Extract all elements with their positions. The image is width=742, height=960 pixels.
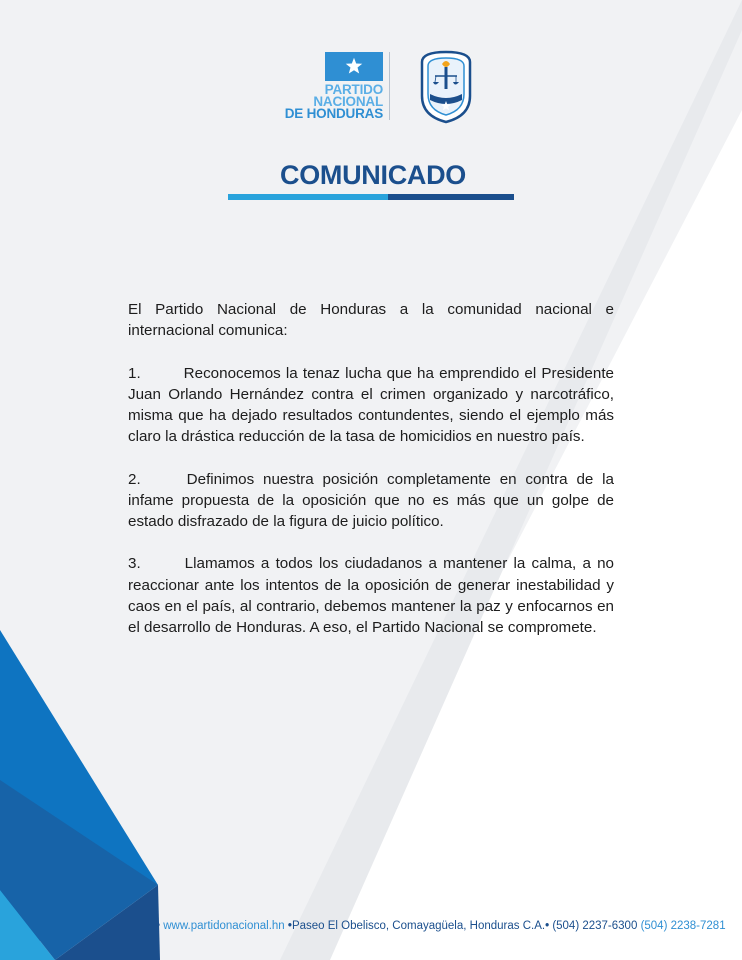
footer-phone-2: (504) 2238-7281 [640,920,726,932]
communique-body [128,299,614,659]
contact-footer [156,920,740,932]
title-underline-dark [388,194,514,200]
title-underline [228,194,514,200]
item-text-2: Definimos nuestra posición completamente en contra de la infame propuesta de la oposición que no es más que un golpe de estado disfrazado de la figura de juicio político. [128,470,614,530]
footer-bullet-1: • [156,920,161,932]
document-title: COMUNICADO [280,160,466,190]
party-name-line2: NACIONAL [313,94,383,109]
footer-address: Paseo El Obelisco, Comayagüela, Honduras C.A. [291,920,546,932]
item-number-3: 3. [128,555,141,573]
footer-website-link[interactable]: www.partidonacional.hn [163,920,285,932]
party-seal-icon [418,50,474,126]
party-name-line3: DE HONDURAS [284,106,383,121]
party-name-line1: PARTIDO [324,82,383,97]
footer-phone-1: (504) 2237-6300 [552,920,638,932]
intro-paragraph: El Partido Nacional de Honduras a la comunidad nacional e internacional comunica: [128,301,614,340]
footer-bullet-2: • [287,920,292,932]
party-flag-logo [325,52,383,81]
numbered-item-1 [128,363,614,448]
logo-divider [389,52,390,120]
star-icon [345,57,363,75]
item-number-1: 1. [128,364,141,382]
numbered-item-2 [128,469,614,533]
item-text-1: Reconocemos la tenaz lucha que ha emprendido el Presidente Juan Orlando Hernández contra el crimen organizado y narcotráfico, misma que ha dejado resultados contundentes, siendo el ejemplo más claro la drástica reducción de la tasa de homicidios en nuestro país. [128,364,614,446]
title-underline-light [228,194,388,200]
item-text-3: Llamamos a todos los ciudadanos a mantener la calma, a no reaccionar ante los intentos de la oposición de generar inestabilidad y caos en el país, al contrario, debemos mantener la paz y enfocarnos en el desarrollo de Honduras. A eso, el Partido Nacional se compromete. [128,555,614,636]
footer-bullet-3: • [545,920,550,932]
numbered-item-3 [128,553,614,638]
party-name-wordmark [276,84,383,120]
item-number-2: 2. [128,470,141,488]
